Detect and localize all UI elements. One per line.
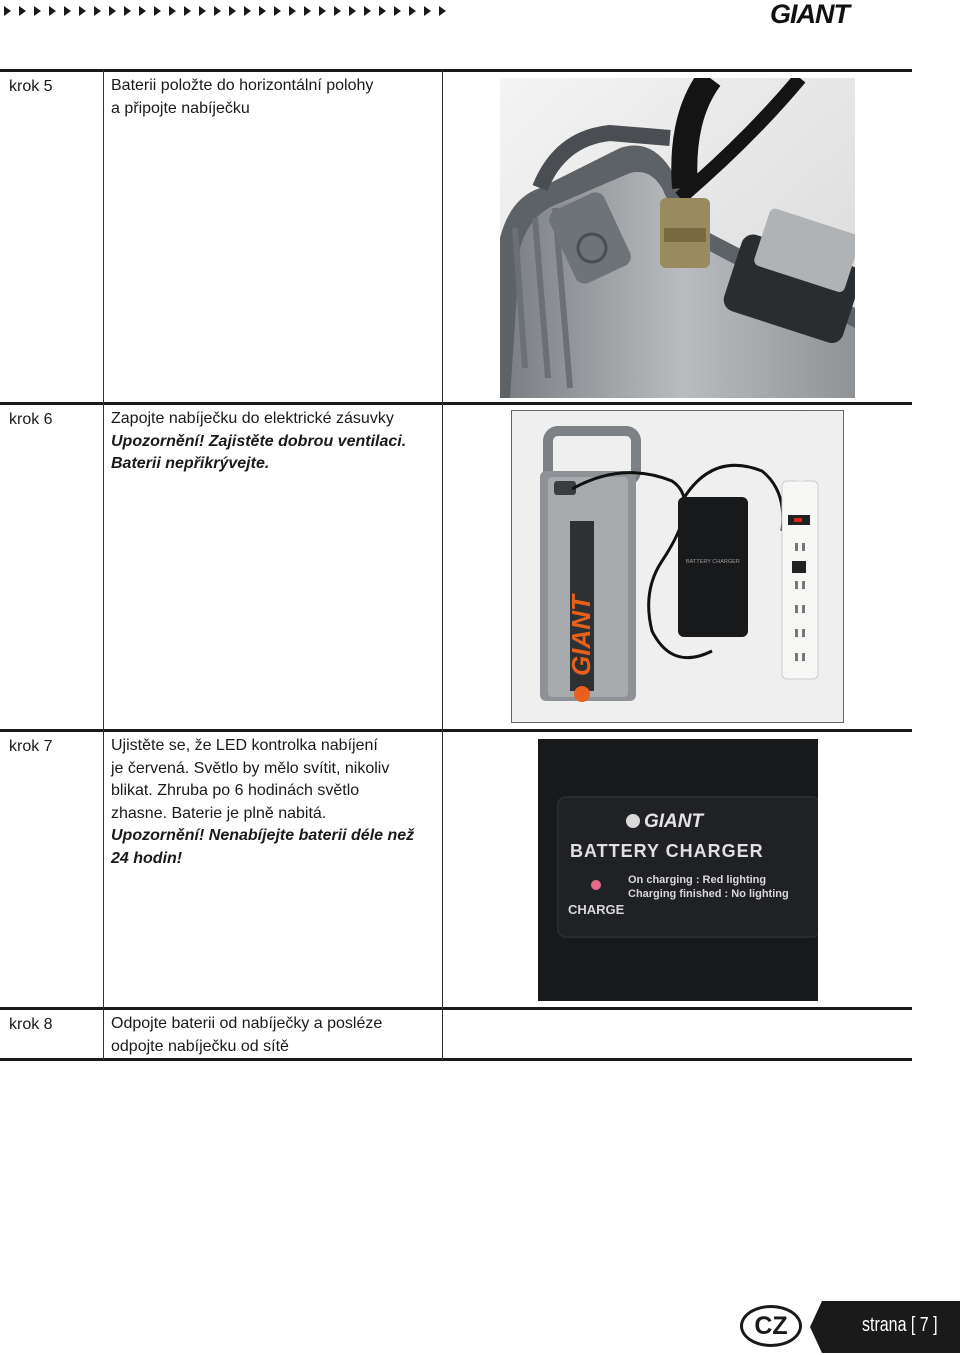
step-label: krok 7: [9, 738, 53, 755]
column-divider: [103, 70, 104, 1060]
warning-line: Upozornění! Zajistěte dobrou ventilaci.: [111, 432, 407, 450]
step-description: [111, 408, 441, 476]
brand-logo: GIANT: [770, 0, 849, 29]
photo-battery-plug: [500, 78, 855, 398]
description-line: Ujistěte se, že LED kontrolka nabíjení: [111, 737, 378, 754]
row-rule: [0, 402, 912, 405]
charger-small-label: BATTERY CHARGER: [686, 559, 740, 565]
column-divider: [442, 70, 443, 1060]
step-label: krok 8: [9, 1016, 53, 1033]
warning-line: 24 hodin!: [111, 849, 183, 867]
description-line: Odpojte baterii od nabíječky a posléze: [111, 1015, 383, 1032]
step-description: [111, 735, 451, 870]
language-badge: CZ: [740, 1305, 802, 1347]
row-rule: [0, 729, 912, 732]
photo-charger-panel: [538, 739, 818, 1001]
description-line: zhasne. Baterie je plně nabitá.: [111, 804, 327, 822]
description-line: Baterii položte do horizontální polohy: [111, 77, 374, 94]
panel-title-text: BATTERY CHARGER: [570, 841, 764, 861]
warning-line: Baterii nepřikrývejte.: [111, 455, 270, 472]
row-rule: [0, 69, 912, 72]
description-line: odpojte nabíječku od sítě: [111, 1037, 289, 1055]
step-description: [111, 1013, 451, 1058]
step-label: krok 6: [9, 411, 53, 428]
step-description: [111, 75, 441, 120]
panel-brand-text: GIANT: [644, 811, 704, 832]
description-line: a připojte nabíječku: [111, 99, 250, 117]
battery-brand-text: GIANT: [566, 595, 596, 676]
row-rule: [0, 1007, 912, 1010]
description-line: Zapojte nabíječku do elektrické zásuvky: [111, 410, 394, 427]
warning-line: Upozornění! Nenabíjejte baterii déle než: [111, 827, 415, 844]
page-number: strana [ 7 ]: [862, 1314, 938, 1336]
panel-led-label: CHARGE: [568, 902, 625, 917]
row-rule: [0, 1058, 912, 1061]
description-line: je červená. Světlo by mělo svítit, nikoliv: [111, 759, 390, 777]
panel-status-finished: Charging finished : No lighting: [628, 888, 789, 900]
step-label: krok 5: [9, 78, 53, 95]
description-line: blikat. Zhruba po 6 hodinách světlo: [111, 782, 360, 799]
panel-status-charging: On charging : Red lighting: [628, 874, 767, 886]
photo-battery-charger-strip: [511, 410, 844, 723]
